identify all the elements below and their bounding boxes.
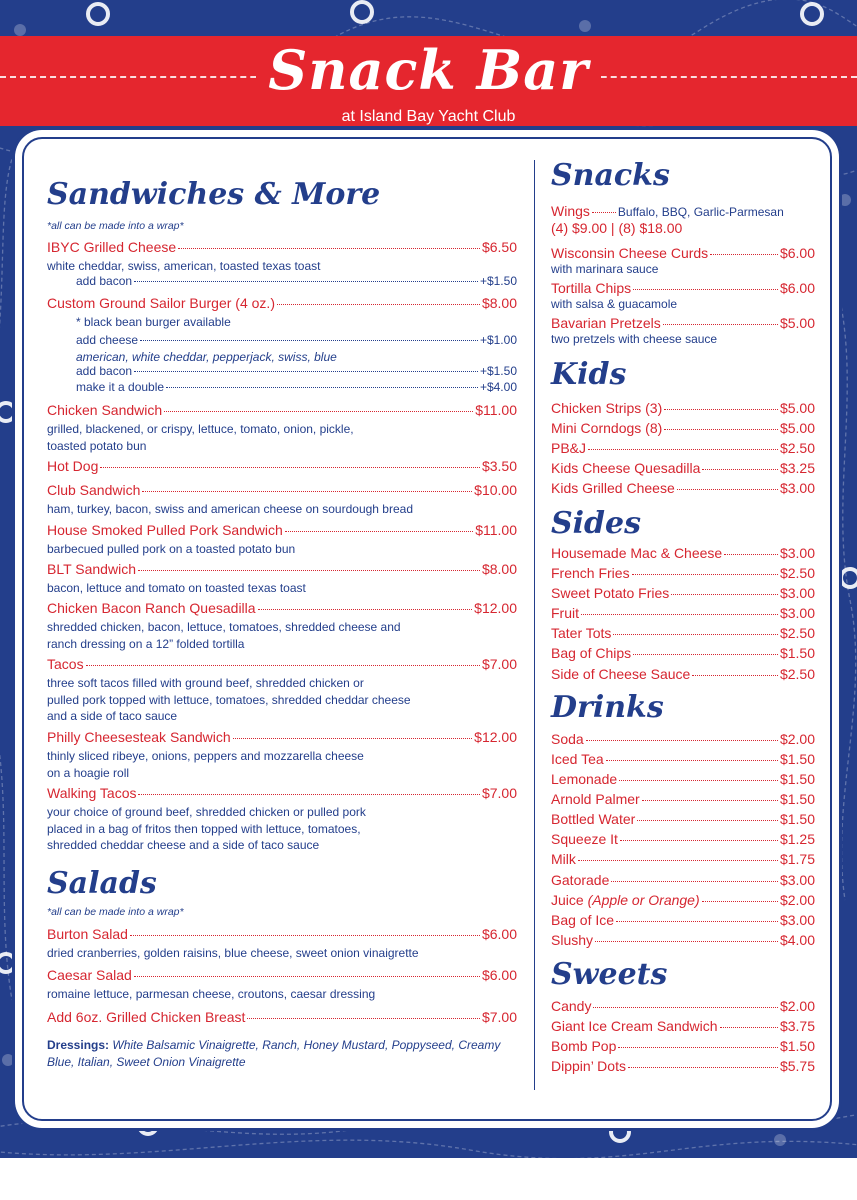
menu-item-gatorade: Gatorade $3.00	[551, 872, 815, 888]
wings-prices: (4) $9.00 | (8) $18.00	[551, 220, 683, 236]
item-description: ham, turkey, bacon, swiss and american cheese on sourdough bread	[47, 502, 413, 516]
menu-item-squeeze-it: Squeeze It $1.25	[551, 831, 815, 847]
menu-item-walking-tacos: Walking Tacos $7.00	[47, 785, 517, 801]
dressings-list: Dressings: White Balsamic Vinaigrette, Ranch, Honey Mustard, Poppyseed, Creamy Blue, Italian, Sweet Onion Vinaigrette	[47, 1038, 501, 1069]
menu-item-fruit: Fruit $3.00	[551, 605, 815, 621]
menu-item-lemonade: Lemonade $1.50	[551, 771, 815, 787]
item-description: your choice of ground beef, shredded chicken or pulled pork placed in a bag of fritos then topped with lettuce, tomatoes, shredded cheddar cheese and a side of taco sauce	[47, 805, 366, 852]
menu-item-cheese-curds: Wisconsin Cheese Curds $6.00	[551, 245, 815, 261]
menu-item-ibyc-grilled-cheese: IBYC Grilled Cheese $6.50	[47, 239, 517, 255]
menu-item-bavarian-pretzels: Bavarian Pretzels $5.00	[551, 315, 815, 331]
section-title-snacks: Snacks	[551, 158, 670, 193]
menu-item-kids-quesadilla: Kids Cheese Quesadilla $3.25	[551, 460, 815, 476]
addon-row: make it a double +$4.00	[76, 380, 517, 394]
menu-item-bag-of-ice: Bag of Ice $3.00	[551, 912, 815, 928]
menu-item-juice: Juice (Apple or Orange) $2.00	[551, 892, 815, 908]
menu-item-pbj: PB&J $2.50	[551, 440, 815, 456]
menu-item-grilled-chicken-breast: Add 6oz. Grilled Chicken Breast $7.00	[47, 1009, 517, 1025]
item-description: bacon, lettuce and tomato on toasted texas toast	[47, 581, 306, 595]
menu-item-wings: Wings Buffalo, BBQ, Garlic-Parmesan	[551, 203, 784, 219]
menu-item-tater-tots: Tater Tots $2.50	[551, 625, 815, 641]
menu-item-bag-of-chips: Bag of Chips $1.50	[551, 645, 815, 661]
menu-item-milk: Milk $1.75	[551, 851, 815, 867]
menu-item-club-sandwich: Club Sandwich $10.00	[47, 482, 517, 498]
menu-item-chicken-sandwich: Chicken Sandwich $11.00	[47, 402, 517, 418]
menu-item-tacos: Tacos $7.00	[47, 656, 517, 672]
item-description: dried cranberries, golden raisins, blue cheese, sweet onion vinaigrette	[47, 946, 419, 960]
menu-item-bottled-water: Bottled Water $1.50	[551, 811, 815, 827]
item-description: shredded chicken, bacon, lettuce, tomatoes, shredded cheese and ranch dressing on a 12” folded tortilla	[47, 620, 401, 651]
menu-item-philly-cheesesteak: Philly Cheesesteak Sandwich $12.00	[47, 729, 517, 745]
column-divider	[534, 160, 535, 1090]
item-description: grilled, blackened, or crispy, lettuce, tomato, onion, pickle, toasted potato bun	[47, 422, 354, 453]
item-description: three soft tacos filled with ground beef, shredded chicken or pulled pork topped with lettuce, tomatoes, shredded cheddar cheese and a side of taco sauce	[47, 676, 411, 723]
section-title-drinks: Drinks	[551, 690, 664, 725]
addon-row: add bacon +$1.50	[76, 364, 517, 378]
item-description: * black bean burger available	[76, 315, 231, 329]
menu-item-dippin-dots: Dippin’ Dots $5.75	[551, 1058, 815, 1074]
section-title-sandwiches: Sandwiches & More	[47, 177, 381, 212]
addon-row: add cheese +$1.00	[76, 333, 517, 347]
menu-item-caesar-salad: Caesar Salad $6.00	[47, 967, 517, 983]
addon-row: add bacon +$1.50	[76, 274, 517, 288]
menu-item-tortilla-chips: Tortilla Chips $6.00	[551, 280, 815, 296]
menu-item-mac-cheese: Housemade Mac & Cheese $3.00	[551, 545, 815, 561]
item-description: romaine lettuce, parmesan cheese, croutons, caesar dressing	[47, 987, 376, 1001]
menu-item-kids-grilled-cheese: Kids Grilled Cheese $3.00	[551, 480, 815, 496]
menu-item-burton-salad: Burton Salad $6.00	[47, 926, 517, 942]
menu-item-arnold-palmer: Arnold Palmer $1.50	[551, 791, 815, 807]
menu-item-iced-tea: Iced Tea $1.50	[551, 751, 815, 767]
menu-item-slushy: Slushy $4.00	[551, 932, 815, 948]
item-description: barbecued pulled pork on a toasted potato bun	[47, 542, 296, 556]
wrap-note: *all can be made into a wrap*	[47, 906, 184, 918]
section-title-sweets: Sweets	[551, 957, 668, 992]
menu-item-sailor-burger: Custom Ground Sailor Burger (4 oz.) $8.00	[47, 295, 517, 311]
menu-item-candy: Candy $2.00	[551, 998, 815, 1014]
menu-item-french-fries: French Fries $2.50	[551, 565, 815, 581]
wrap-note: *all can be made into a wrap*	[47, 220, 184, 232]
menu-item-chicken-strips: Chicken Strips (3) $5.00	[551, 400, 815, 416]
menu-item-quesadilla: Chicken Bacon Ranch Quesadilla $12.00	[47, 600, 517, 616]
section-title-salads: Salads	[47, 866, 157, 901]
menu-item-bomb-pop: Bomb Pop $1.50	[551, 1038, 815, 1054]
menu-item-cheese-sauce: Side of Cheese Sauce $2.50	[551, 666, 815, 682]
section-title-kids: Kids	[551, 357, 627, 392]
item-description: with salsa & guacamole	[551, 297, 678, 311]
page-title: Snack Bar	[0, 38, 857, 102]
menu-item-soda: Soda $2.00	[551, 731, 815, 747]
section-title-sides: Sides	[551, 506, 642, 541]
item-description: white cheddar, swiss, american, toasted texas toast	[47, 259, 321, 273]
menu-item-hot-dog: Hot Dog $3.50	[47, 458, 517, 474]
menu-item-mini-corndogs: Mini Corndogs (8) $5.00	[551, 420, 815, 436]
item-description: american, white cheddar, pepperjack, swiss, blue	[76, 350, 337, 364]
menu-item-sweet-potato-fries: Sweet Potato Fries $3.00	[551, 585, 815, 601]
menu-item-ice-cream-sandwich: Giant Ice Cream Sandwich $3.75	[551, 1018, 815, 1034]
page-subtitle: at Island Bay Yacht Club	[341, 108, 516, 125]
item-description: with marinara sauce	[551, 262, 659, 276]
item-description: thinly sliced ribeye, onions, peppers and mozzarella cheese on a hoagie roll	[47, 749, 364, 780]
menu-item-pulled-pork: House Smoked Pulled Pork Sandwich $11.00	[47, 522, 517, 538]
menu-item-blt: BLT Sandwich $8.00	[47, 561, 517, 577]
item-description: two pretzels with cheese sauce	[551, 332, 718, 346]
